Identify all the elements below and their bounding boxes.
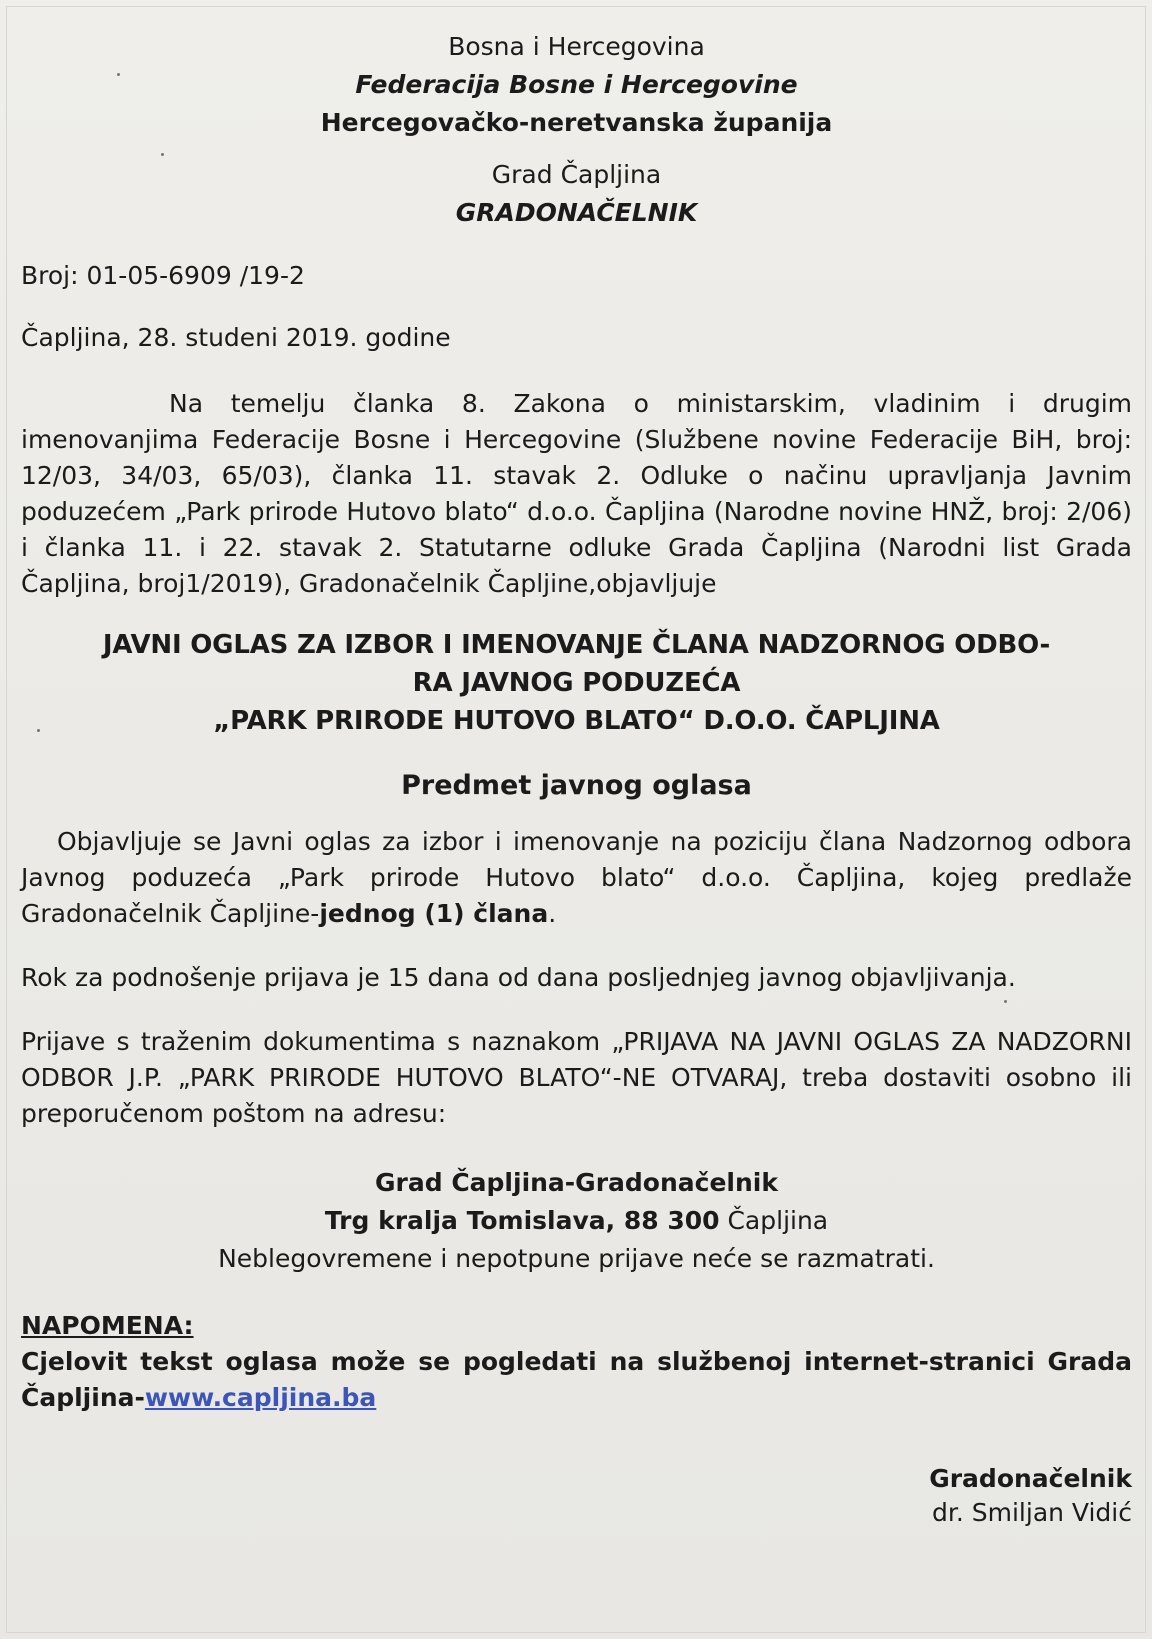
website-link[interactable]: www.capljina.ba — [144, 1383, 377, 1412]
paper-speck — [1004, 1000, 1007, 1003]
header-federation: Federacija Bosne i Hercegovine — [355, 70, 798, 99]
signature-name: dr. Smiljan Vidić — [932, 1498, 1132, 1527]
submission-paragraph: Prijave s traženim dokumentima s naznakom „PRIJAVA NA JAVNI OGLAS ZA NADZORNI ODBOR J.P. „PARK PRIRODE HUTOVO BLATO“-NE OTVARAJ, treba dostaviti osobno ili preporučenom poštom na adresu: — [21, 1027, 1132, 1128]
paper-speck — [37, 729, 40, 732]
subject-heading: Predmet javnog oglasa — [401, 770, 752, 801]
notice-title-line-3: „PARK PRIRODE HUTOVO BLATO“ D.O.O. ČAPLJINA — [213, 706, 940, 736]
napomena-text — [21, 1344, 1132, 1416]
header-country: Bosna i Hercegovina — [448, 32, 705, 61]
address-note: Neblegovremene i nepotpune prijave neće se razmatrati. — [218, 1244, 935, 1273]
place-date: Čapljina, 28. studeni 2019. godine — [21, 323, 451, 352]
signature-title: Gradonačelnik — [929, 1464, 1132, 1493]
paper-speck — [117, 73, 120, 76]
deadline-paragraph: Rok za podnošenje prijava je 15 dana od dana posljednjeg javnog objavljivanja. — [21, 963, 1016, 992]
address-city: Čapljina — [719, 1206, 829, 1235]
notice-title-line-1: JAVNI OGLAS ZA IZBOR I IMENOVANJE ČLANA NADZORNOG ODBO- — [102, 630, 1051, 660]
address-street: Trg kralja Tomislava, 88 300 — [324, 1206, 720, 1235]
preamble-paragraph: Na temelju članka 8. Zakona o ministarskim, vladinim i drugim imenovanjima Federacije Bosne i Hercegovine (Službene novine Federacije BiH, broj: 12/03, 34/03, 65/03), članka 11. stavak 2. Odluke o načinu upravljanja Javnim poduzećem „Park prirode Hutovo blato“ d.o.o. Čapljina (Narodne novine HNŽ, broj: 2/06) i članka 11. i 22. stavak 2. Statutarne odluke Grada Čapljina (Narodni list Grada Čapljina, broj1/2019), Gradonačelnik Čapljine,objavljuje — [21, 389, 1132, 598]
notice-title-line-2: RA JAVNOG PODUZEĆA — [412, 668, 741, 698]
subject-paragraph — [21, 824, 1132, 932]
subject-end: . — [548, 899, 557, 928]
header-city: Grad Čapljina — [491, 160, 662, 189]
header-canton: Hercegovačko-neretvanska županija — [320, 108, 833, 137]
header-office: GRADONAČELNIK — [455, 198, 698, 227]
napomena-body: Cjelovit tekst oglasa može se pogledati na službenoj internet-stranici Grada Čapljina- — [21, 1347, 1132, 1412]
napomena-heading: NAPOMENA: — [21, 1311, 194, 1340]
address-line-1: Grad Čapljina-Gradonačelnik — [375, 1168, 778, 1197]
paper-speck — [161, 153, 164, 156]
address-line-2 — [21, 1202, 1132, 1240]
document-number: Broj: 01-05-6909 /19-2 — [21, 261, 305, 290]
subject-text: Objavljuje se Javni oglas za izbor i imenovanje na poziciju člana Nadzornog odbora Javnog poduzeća „Park prirode Hutovo blato“ d.o.o. Čapljina, kojeg predlaže Gradonačelnik Čapljine- — [21, 827, 1132, 928]
subject-bold: jednog (1) člana — [319, 899, 549, 928]
